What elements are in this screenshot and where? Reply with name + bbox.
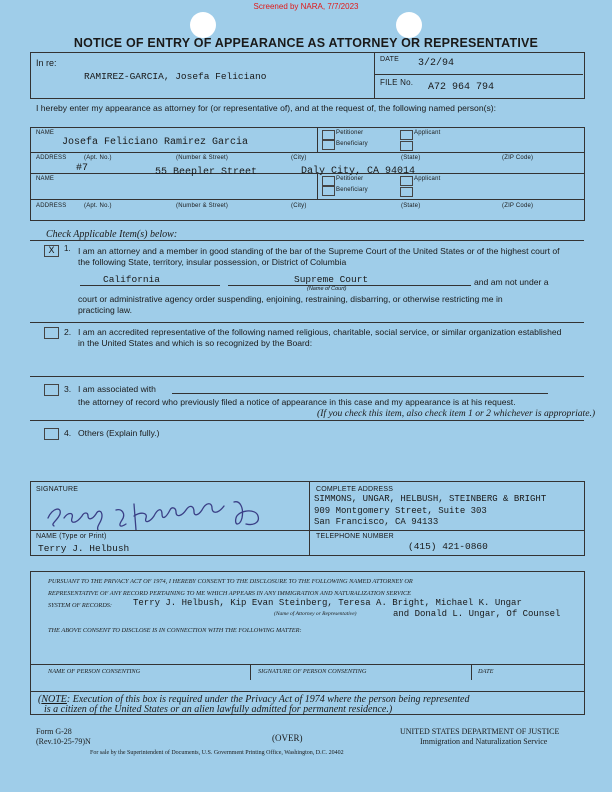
note-text-1: : Execution of this box is required under the Privacy Act of 1974 where the person being represented [66, 694, 470, 705]
item4-text: Others (Explain fully.) [78, 428, 160, 438]
form-number: Form G-28 [36, 727, 72, 736]
petitioner-label-1: Petitioner [336, 130, 364, 136]
consenting-name-label: NAME OF PERSON CONSENTING [48, 668, 141, 675]
privacy-names-2[interactable]: and Donald L. Ungar, Of Counsel [393, 609, 561, 619]
file-number-label: FILE No. [380, 78, 414, 87]
form-revision: (Rev.10-25-79)N [36, 737, 91, 746]
in-re-value[interactable]: RAMIREZ-GARCIA, Josefa Feliciano [84, 71, 267, 82]
consenting-date-label: DATE [478, 668, 494, 675]
applicant-label-1: Applicant [414, 130, 441, 136]
privacy-line-3-label: SYSTEM OF RECORDS: [48, 602, 113, 609]
note-label: NOTE [41, 694, 67, 705]
petitioner-label-2: Petitioner [336, 176, 364, 182]
item3-text-b: the attorney of record who previously filed a notice of appearance in this case and my appearance is at his request. [78, 397, 516, 407]
privacy-names-1[interactable]: Terry J. Helbush, Kip Evan Steinberg, Teresa A. Bright, Michael K. Ungar [133, 598, 522, 608]
item1-text-c: court or administrative agency order suspending, enjoining, restraining, disbarring, or otherwise restricting me in practicing law. [78, 294, 503, 315]
name-label-1: NAME [36, 130, 55, 136]
item3-text-a: I am associated with [78, 384, 156, 394]
address-line-2[interactable]: 909 Montgomery Street, Suite 303 [314, 506, 487, 516]
apt-value[interactable]: #7 [76, 163, 89, 174]
attorney-signature [38, 496, 306, 530]
privacy-caption: (Name of Attorney or Representative) [274, 611, 357, 617]
department-label: UNITED STATES DEPARTMENT OF JUSTICE [400, 727, 560, 736]
privacy-line-1: PURSUANT TO THE PRIVACY ACT OF 1974, I HEREBY CONSENT TO THE DISCLOSURE TO THE FOLLOWING NAMED ATTORNEY OR [48, 578, 413, 585]
service-label: Immigration and Naturalization Service [420, 737, 548, 746]
over-label: (OVER) [272, 733, 303, 743]
intro-text: I hereby enter my appearance as attorney for (or representative of), and at the request of, the following named person(s): [36, 103, 497, 113]
item1-checkbox[interactable] [44, 245, 59, 257]
phone-label: TELEPHONE NUMBER [316, 533, 394, 540]
note-line-1: (NOTE: Execution of this box is required under the Privacy Act of 1974 where the person being represented [38, 694, 470, 705]
address-label-2: ADDRESS [36, 203, 67, 209]
zip-caption-1: (ZIP Code) [502, 155, 534, 161]
item3-text-c: (If you check this item, also check item 1 or 2 whichever is appropriate.) [317, 408, 596, 419]
date-value[interactable]: 3/2/94 [418, 58, 455, 69]
item1-state-value[interactable]: California [103, 274, 161, 285]
note-line-2: is a citizen of the United States or an alien lawfully admitted for permanent residence.) [44, 704, 393, 715]
privacy-line-4: THE ABOVE CONSENT TO DISCLOSE IS IN CONNECTION WITH THE FOLLOWING MATTER: [48, 627, 302, 634]
file-number-value[interactable]: A72 964 794 [428, 82, 495, 93]
item1-text-b: and am not under a [474, 277, 549, 287]
petitioner-checkbox-1[interactable] [322, 130, 335, 140]
item1-check-mark: X [48, 246, 55, 257]
address-label-1: ADDRESS [36, 155, 67, 161]
name-label-2: NAME [36, 176, 55, 182]
beneficiary-checkbox-1[interactable] [322, 140, 335, 150]
applicant-checkbox-2[interactable] [400, 176, 413, 186]
item1-number: 1. [64, 244, 71, 253]
street-value[interactable]: 55 Beepler Street [155, 167, 258, 178]
punch-hole-left [190, 12, 216, 38]
city-caption-2: (City) [291, 203, 307, 209]
item1-text: I am an attorney and a member in good standing of the bar of the Supreme Court of the United States or of the highest court of the following State, territory, insular possession, or District of Columbia [78, 246, 560, 267]
city-state-zip-value[interactable]: Daly City, CA 94014 [301, 166, 416, 177]
address-line-1[interactable]: SIMMONS, UNGAR, HELBUSH, STEINBERG & BRIGHT [314, 494, 547, 504]
apt-caption-2: (Apt. No.) [84, 203, 112, 209]
state-caption-1: (State) [401, 155, 421, 161]
gpo-sale-notice: For sale by the Superintendent of Documents, U.S. Government Printing Office, Washington, D.C. 20402 [90, 750, 344, 756]
beneficiary-label-1: Beneficiary [336, 141, 368, 147]
check-heading: Check Applicable Item(s) below: [46, 229, 178, 240]
punch-hole-right [396, 12, 422, 38]
name-print-value[interactable]: Terry J. Helbush [38, 543, 130, 554]
item2-checkbox[interactable] [44, 327, 59, 339]
person-name[interactable]: Josefa Feliciano Ramirez Garcia [62, 137, 249, 148]
privacy-line-2: REPRESENTATIVE OF ANY RECORD PERTAINING TO ME WHICH APPEARS IN ANY IMMIGRATION AND NATURALIZATION SERVICE [48, 590, 411, 597]
item2-text: I am an accredited representative of the following named religious, charitable, social service, or similar organization established in the United States and which is so recognized by the Board: [78, 327, 562, 348]
petitioner-checkbox-2[interactable] [322, 176, 335, 186]
beneficiary-extra-checkbox-2[interactable] [400, 187, 413, 197]
consenting-signature-label: SIGNATURE OF PERSON CONSENTING [258, 668, 367, 675]
item3-number: 3. [64, 384, 72, 394]
in-re-label: In re: [36, 58, 57, 68]
street-caption-2: (Number & Street) [176, 203, 229, 209]
phone-value[interactable]: (415) 421-0860 [408, 541, 488, 552]
address-label: COMPLETE ADDRESS [316, 486, 394, 493]
state-caption-2: (State) [401, 203, 421, 209]
item3-checkbox[interactable] [44, 384, 59, 396]
item2-number: 2. [64, 327, 72, 337]
signature-label: SIGNATURE [36, 486, 79, 493]
street-caption-1: (Number & Street) [176, 155, 229, 161]
form-title: NOTICE OF ENTRY OF APPEARANCE AS ATTORNEY OR REPRESENTATIVE [73, 36, 539, 50]
city-caption-1: (City) [291, 155, 307, 161]
beneficiary-label-2: Beneficiary [336, 187, 368, 193]
zip-caption-2: (ZIP Code) [502, 203, 534, 209]
item1-court-value[interactable]: Supreme Court [294, 274, 369, 285]
item4-checkbox[interactable] [44, 428, 59, 440]
address-line-3[interactable]: San Francisco, CA 94133 [314, 517, 439, 527]
date-label: DATE [380, 56, 399, 63]
applicant-checkbox-1[interactable] [400, 130, 413, 140]
beneficiary-checkbox-2[interactable] [322, 186, 335, 196]
item1-court-caption: (Name of Court) [307, 286, 347, 292]
item4-number: 4. [64, 428, 72, 438]
beneficiary-extra-checkbox-1[interactable] [400, 141, 413, 151]
nara-stamp: Screened by NARA, 7/7/2023 [253, 2, 359, 11]
apt-caption-1: (Apt. No.) [84, 155, 112, 161]
applicant-label-2: Applicant [414, 176, 441, 182]
name-print-label: NAME (Type or Print) [36, 533, 107, 540]
